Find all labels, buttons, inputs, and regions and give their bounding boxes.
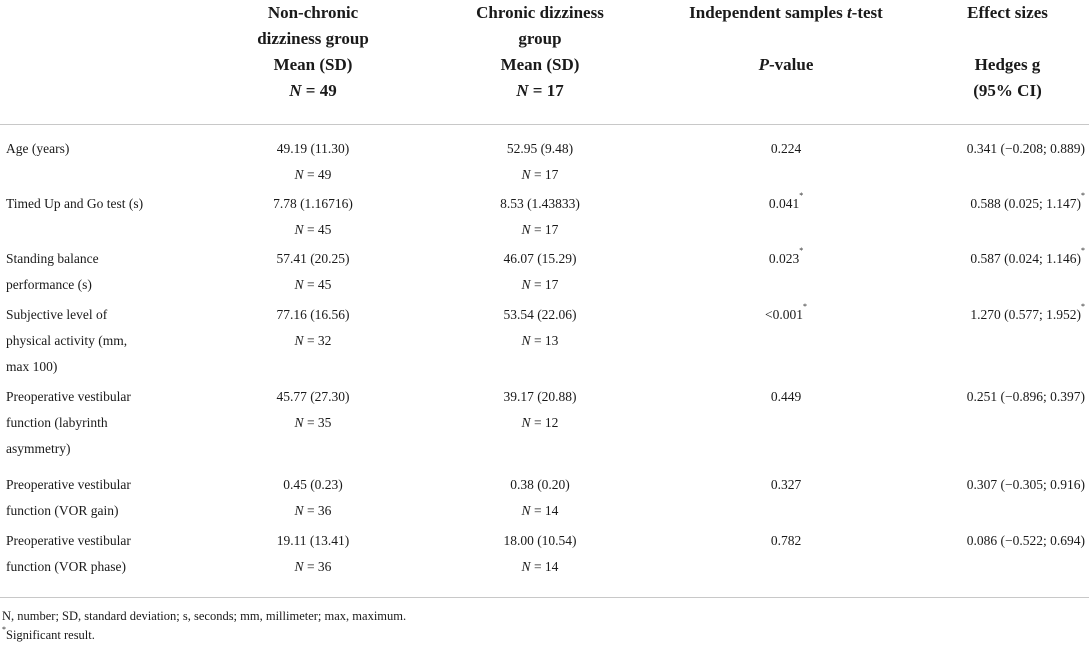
row-label-line: performance (s)	[6, 277, 92, 292]
effect-size-value: 0.588 (0.025; 1.147)	[970, 196, 1081, 211]
chronic-cell	[440, 528, 640, 580]
chronic-sample-size: N = 17	[521, 222, 559, 237]
chronic-cell	[440, 302, 640, 354]
header-chronic-line2: group	[518, 29, 562, 48]
non-chronic-mean-sd: 0.45 (0.23)	[283, 477, 343, 492]
non-chronic-cell	[218, 528, 408, 580]
header-effect-line2: Hedges g	[974, 55, 1041, 74]
effect-size-significance: *	[1081, 246, 1085, 255]
non-chronic-cell	[218, 136, 408, 188]
non-chronic-cell	[218, 384, 408, 436]
p-value: 0.327	[770, 477, 802, 492]
p-value-cell	[656, 302, 916, 328]
p-value-significance: *	[799, 246, 804, 255]
effect-size-value: 0.341 (−0.208; 0.889)	[966, 141, 1085, 156]
non-chronic-sample-size: N = 45	[294, 222, 332, 237]
row-label-line: Timed Up and Go test (s)	[6, 196, 144, 211]
effect-size-cell	[930, 136, 1085, 162]
footnote-significance-text: Significant result.	[6, 628, 95, 642]
non-chronic-sample-size: N = 35	[294, 415, 332, 430]
p-value: 0.449	[770, 389, 802, 404]
non-chronic-sample-size: N = 36	[294, 503, 332, 518]
row-label	[6, 246, 216, 298]
footnote-abbreviations: N, number; SD, standard deviation; s, seconds; mm, millimeter; max, maximum.	[2, 609, 407, 623]
header-non-chronic-line2: dizziness group	[257, 29, 369, 48]
chronic-sample-size: N = 14	[521, 559, 559, 574]
chronic-mean-sd: 0.38 (0.20)	[510, 477, 570, 492]
chronic-mean-sd: 53.54 (22.06)	[503, 307, 577, 322]
chronic-sample-size: N = 17	[521, 277, 559, 292]
chronic-mean-sd: 18.00 (10.54)	[503, 533, 577, 548]
chronic-sample-size: N = 14	[521, 503, 559, 518]
non-chronic-mean-sd: 57.41 (20.25)	[276, 251, 350, 266]
row-label	[6, 528, 216, 580]
footnote-significance	[2, 625, 95, 645]
effect-size-value: 1.270 (0.577; 1.952)	[970, 307, 1081, 322]
header-chronic-line1: Chronic dizziness	[476, 3, 604, 22]
non-chronic-cell	[218, 472, 408, 524]
p-value-cell	[656, 191, 916, 217]
non-chronic-sample-size: N = 45	[294, 277, 332, 292]
header-effect-line3: (95% CI)	[973, 81, 1042, 100]
non-chronic-mean-sd: 49.19 (11.30)	[276, 141, 350, 156]
p-value: 0.023	[768, 251, 800, 266]
effect-size-value: 0.587 (0.024; 1.146)	[970, 251, 1081, 266]
header-ttest-line2: P-value	[758, 55, 814, 74]
non-chronic-sample-size: N = 32	[294, 333, 332, 348]
chronic-sample-size: N = 12	[521, 415, 559, 430]
effect-size-value: 0.251 (−0.896; 0.397)	[966, 389, 1085, 404]
header-non-chronic-group	[218, 0, 408, 104]
row-label-line: asymmetry)	[6, 441, 71, 456]
chronic-mean-sd: 8.53 (1.43833)	[500, 196, 580, 211]
header-effect-line1: Effect sizes	[967, 3, 1048, 22]
header-ttest	[656, 0, 916, 78]
row-label-line: function (labyrinth	[6, 415, 108, 430]
effect-size-cell	[930, 191, 1085, 217]
row-label-line: physical activity (mm,	[6, 333, 128, 348]
row-label-line: Preoperative vestibular	[6, 477, 131, 492]
effect-size-cell	[930, 472, 1085, 498]
chronic-cell	[440, 384, 640, 436]
row-label-line: Preoperative vestibular	[6, 389, 131, 404]
non-chronic-sample-size: N = 49	[294, 167, 332, 182]
row-label-line: Age (years)	[6, 141, 70, 156]
chronic-mean-sd: 52.95 (9.48)	[506, 141, 574, 156]
header-effect-sizes	[930, 0, 1085, 104]
row-label-line: Standing balance	[6, 251, 99, 266]
header-non-chronic-n: N = 49	[289, 81, 337, 100]
non-chronic-mean-sd: 19.11 (13.41)	[276, 533, 350, 548]
row-label-line: Subjective level of	[6, 307, 108, 322]
p-value: <0.001	[765, 307, 803, 322]
chronic-cell	[440, 472, 640, 524]
effect-size-cell	[930, 384, 1085, 410]
p-value-cell	[656, 472, 916, 498]
chronic-cell	[440, 246, 640, 298]
non-chronic-mean-sd: 77.16 (16.56)	[276, 307, 350, 322]
chronic-sample-size: N = 13	[521, 333, 559, 348]
effect-size-cell	[930, 302, 1085, 328]
row-label	[6, 302, 216, 380]
non-chronic-cell	[218, 191, 408, 243]
p-value-cell	[656, 528, 916, 554]
effect-size-significance: *	[1081, 191, 1085, 200]
non-chronic-cell	[218, 302, 408, 354]
row-label-line: Preoperative vestibular	[6, 533, 131, 548]
chronic-cell	[440, 136, 640, 188]
chronic-cell	[440, 191, 640, 243]
p-value-significance: *	[799, 191, 804, 200]
header-chronic-n: N = 17	[516, 81, 564, 100]
non-chronic-cell	[218, 246, 408, 298]
p-value: 0.041	[768, 196, 800, 211]
table-bottom-divider	[0, 597, 1089, 598]
header-divider	[0, 124, 1089, 125]
p-value-cell	[656, 246, 916, 272]
non-chronic-mean-sd: 7.78 (1.16716)	[273, 196, 353, 211]
p-value-cell	[656, 384, 916, 410]
effect-size-value: 0.307 (−0.305; 0.916)	[966, 477, 1085, 492]
header-non-chronic-line3: Mean (SD)	[273, 55, 353, 74]
effect-size-cell	[930, 528, 1085, 554]
chronic-sample-size: N = 17	[521, 167, 559, 182]
non-chronic-mean-sd: 45.77 (27.30)	[276, 389, 350, 404]
header-chronic-line3: Mean (SD)	[500, 55, 580, 74]
chronic-mean-sd: 46.07 (15.29)	[503, 251, 577, 266]
row-label-line: function (VOR phase)	[6, 559, 126, 574]
header-non-chronic-line1: Non-chronic	[267, 3, 359, 22]
p-value-cell	[656, 136, 916, 162]
effect-size-cell	[930, 246, 1085, 272]
row-label-line: function (VOR gain)	[6, 503, 119, 518]
p-value-significance: *	[803, 302, 807, 311]
row-label	[6, 472, 216, 524]
effect-size-significance: *	[1081, 302, 1085, 311]
p-value: 0.782	[770, 533, 802, 548]
row-label-line: max 100)	[6, 359, 58, 374]
header-chronic-group	[440, 0, 640, 104]
significance-marker: *	[2, 625, 6, 634]
non-chronic-sample-size: N = 36	[294, 559, 332, 574]
header-ttest-line1: Independent samples t-test	[689, 3, 883, 22]
effect-size-value: 0.086 (−0.522; 0.694)	[966, 533, 1085, 548]
row-label	[6, 191, 216, 217]
row-label	[6, 384, 216, 462]
p-value: 0.224	[770, 141, 802, 156]
row-label	[6, 136, 216, 162]
chronic-mean-sd: 39.17 (20.88)	[503, 389, 577, 404]
